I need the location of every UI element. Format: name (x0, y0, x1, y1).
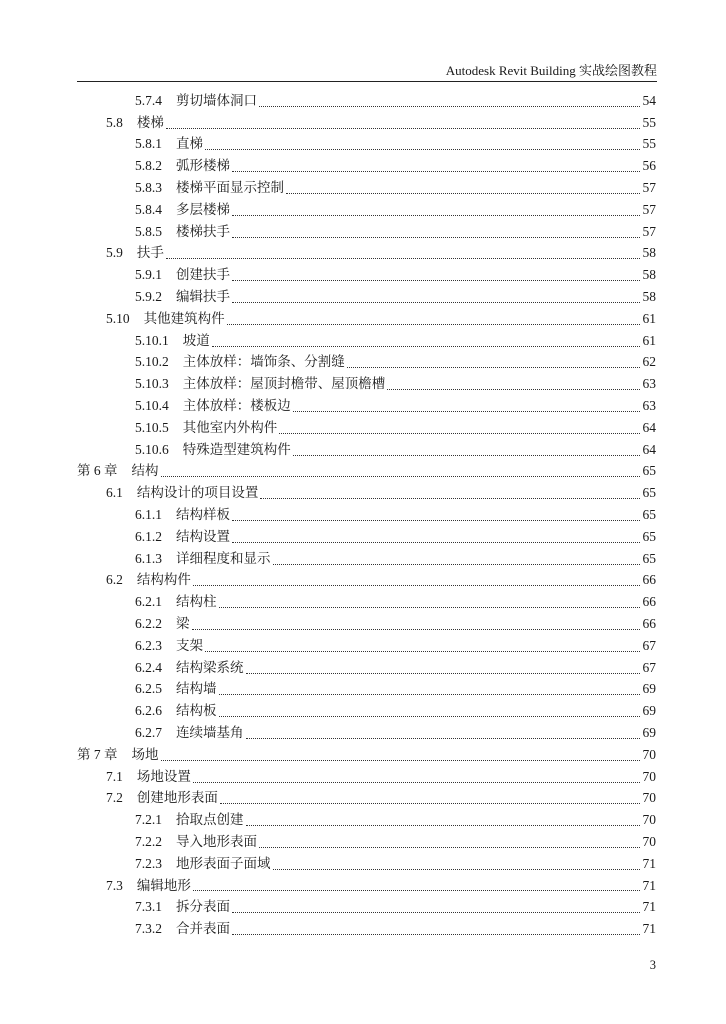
toc-entry (0, 461, 656, 483)
toc-entry-page: 65 (642, 507, 656, 523)
toc-entry-title: 剪切墙体洞口 (176, 92, 257, 108)
toc-entry-title: 地形表面子面域 (176, 855, 271, 871)
toc-dot-leader (293, 454, 640, 456)
toc-entry (0, 243, 656, 265)
toc-entry-page: 54 (642, 92, 656, 108)
toc-entry-number: 5.10.4 (135, 398, 169, 414)
toc-dot-leader (293, 410, 640, 412)
toc-entry-number: 6.2.7 (135, 725, 162, 740)
toc-entry-number: 5.8.1 (135, 136, 162, 152)
toc-dot-leader (193, 889, 640, 891)
toc-entry-page: 55 (642, 136, 656, 152)
toc-entry-page: 55 (642, 114, 656, 130)
toc-entry (0, 504, 656, 526)
toc-entry-title: 弧形楼梯 (176, 158, 230, 174)
toc-entry-number: 第 7 章 (77, 746, 118, 762)
toc-dot-leader (205, 650, 640, 652)
toc-entry-number: 5.9.1 (135, 267, 162, 283)
toc-entry-page: 65 (642, 485, 656, 501)
toc-entry-page: 63 (642, 376, 656, 392)
toc-entry (0, 286, 656, 308)
toc-entry-number: 6.1 (106, 485, 123, 501)
toc-dot-leader (286, 192, 640, 194)
toc-entry-page: 66 (642, 616, 656, 632)
toc-entry (0, 635, 656, 657)
toc-entry (0, 875, 656, 897)
toc-dot-leader (279, 432, 639, 434)
toc-entry (0, 679, 656, 701)
toc-entry (0, 700, 656, 722)
toc-dot-leader (246, 672, 640, 674)
toc-entry-number: 6.2 (106, 572, 123, 588)
toc-dot-leader (347, 366, 640, 368)
toc-dot-leader (232, 279, 640, 281)
toc-entry (0, 264, 656, 286)
toc-entry-number: 5.9.2 (135, 289, 162, 305)
toc-entry-title: 主体放样：屋顶封檐带、屋顶檐槽 (182, 376, 386, 392)
toc-dot-leader (232, 170, 640, 172)
toc-entry-number: 6.1.3 (135, 550, 162, 566)
toc-entry-title: 多层楼梯 (176, 201, 230, 217)
toc-entry (0, 199, 656, 221)
toc-dot-leader (232, 519, 640, 521)
page-number: 3 (649, 958, 656, 972)
toc-entry (0, 809, 656, 831)
toc-entry-page: 58 (642, 289, 656, 305)
toc-dot-leader (166, 127, 640, 129)
toc-entry (0, 744, 656, 766)
toc-entry-title: 结构板 (176, 703, 217, 719)
toc-entry-number: 7.3.1 (135, 899, 162, 915)
toc-entry-page: 65 (642, 463, 656, 479)
toc-entry-page: 62 (642, 354, 656, 370)
toc-entry-title: 结构构件 (136, 572, 191, 588)
toc-entry (0, 918, 656, 940)
toc-entry (0, 831, 656, 853)
toc-entry (0, 657, 656, 679)
table-of-contents (0, 90, 726, 940)
toc-entry (0, 853, 656, 875)
toc-entry-page: 57 (642, 223, 656, 239)
toc-entry-title: 结构设计的项目设置 (136, 485, 259, 501)
toc-entry (0, 439, 656, 461)
toc-entry-number: 5.10.2 (135, 354, 169, 370)
toc-entry (0, 308, 656, 330)
running-header: Autodesk Revit Building 实战绘图教程 (445, 63, 657, 78)
toc-entry-number: 5.10.3 (135, 376, 169, 392)
toc-entry-number: 6.1.1 (135, 507, 162, 523)
toc-entry-page: 70 (642, 768, 656, 784)
toc-entry (0, 373, 656, 395)
toc-entry (0, 482, 656, 504)
toc-entry-title: 结构样板 (176, 507, 230, 523)
toc-entry-number: 6.2.3 (135, 637, 162, 653)
toc-dot-leader (232, 933, 640, 935)
toc-entry (0, 548, 656, 570)
toc-dot-leader (387, 388, 639, 390)
toc-dot-leader (193, 781, 640, 783)
toc-entry-title: 坡道 (182, 332, 210, 348)
toc-entry-page: 70 (642, 833, 656, 849)
toc-dot-leader (232, 236, 640, 238)
toc-entry (0, 221, 656, 243)
toc-entry-title: 结构梁系统 (176, 659, 244, 675)
toc-entry-title: 楼梯平面显示控制 (176, 180, 284, 196)
toc-dot-leader (193, 584, 640, 586)
toc-entry (0, 788, 656, 810)
toc-entry-number: 5.7.4 (135, 92, 162, 108)
toc-entry-number: 6.2.4 (135, 659, 162, 675)
toc-dot-leader (273, 868, 640, 870)
toc-entry-page: 64 (642, 419, 656, 435)
toc-entry-page: 70 (642, 746, 656, 762)
toc-entry-number: 5.9 (106, 245, 123, 261)
toc-entry-page: 71 (642, 899, 656, 915)
toc-dot-leader (273, 563, 640, 565)
toc-entry-title: 创建地形表面 (136, 790, 218, 806)
toc-dot-leader (232, 214, 640, 216)
toc-entry (0, 570, 656, 592)
toc-dot-leader (219, 715, 640, 717)
toc-entry-number: 7.2 (106, 790, 123, 806)
toc-entry (0, 766, 656, 788)
toc-entry-number: 6.1.2 (135, 528, 162, 544)
toc-dot-leader (220, 802, 640, 804)
toc-entry-page: 66 (642, 572, 656, 588)
toc-entry-page: 69 (642, 725, 656, 740)
toc-entry (0, 896, 656, 918)
toc-entry-page: 70 (642, 812, 656, 828)
toc-entry-number: 5.8.5 (135, 223, 162, 239)
toc-entry-title: 连续墙基角 (176, 725, 244, 740)
toc-entry-title: 创建扶手 (176, 267, 230, 283)
toc-entry-title: 合并表面 (176, 921, 230, 937)
toc-entry (0, 112, 656, 134)
toc-entry-title: 扶手 (136, 245, 164, 261)
toc-dot-leader (259, 846, 640, 848)
toc-entry-page: 61 (642, 310, 656, 326)
toc-entry-number: 5.8 (106, 114, 123, 130)
toc-entry-title: 结构柱 (176, 594, 217, 610)
toc-entry (0, 330, 656, 352)
toc-entry-page: 71 (642, 877, 656, 893)
toc-entry-page: 63 (642, 398, 656, 414)
toc-entry (0, 134, 656, 156)
toc-entry-page: 71 (642, 921, 656, 937)
toc-entry-title: 拾取点创建 (176, 812, 244, 828)
toc-entry-number: 5.10 (106, 310, 130, 326)
toc-entry-title: 场地设置 (136, 768, 191, 784)
toc-entry (0, 526, 656, 548)
toc-entry-page: 65 (642, 528, 656, 544)
toc-entry-title: 主体放样：楼板边 (182, 398, 291, 414)
toc-entry-title: 支架 (176, 637, 203, 653)
toc-entry-page: 69 (642, 703, 656, 719)
toc-entry-page: 56 (642, 158, 656, 174)
toc-entry-number: 5.8.4 (135, 201, 162, 217)
toc-entry-number: 7.2.2 (135, 833, 162, 849)
toc-entry-number: 5.10.6 (135, 441, 169, 457)
toc-dot-leader (205, 148, 640, 150)
toc-dot-leader (246, 824, 640, 826)
toc-entry (0, 417, 656, 439)
toc-entry-number: 第 6 章 (77, 463, 118, 479)
toc-entry-title: 其他建筑构件 (143, 310, 225, 326)
toc-entry-number: 5.8.3 (135, 180, 162, 196)
toc-entry-page: 71 (642, 855, 656, 871)
toc-entry-number: 7.1 (106, 768, 123, 784)
toc-entry-number: 5.8.2 (135, 158, 162, 174)
toc-entry-page: 64 (642, 441, 656, 457)
toc-entry-title: 特殊造型建筑构件 (182, 441, 291, 457)
toc-entry (0, 591, 656, 613)
toc-entry-page: 65 (642, 550, 656, 566)
toc-dot-leader (232, 541, 640, 543)
toc-entry-page: 61 (642, 332, 656, 348)
toc-dot-leader (232, 301, 640, 303)
toc-entry-number: 7.3 (106, 877, 123, 893)
toc-dot-leader (161, 475, 640, 477)
toc-entry-title: 结构 (131, 463, 159, 479)
toc-entry-page: 69 (642, 681, 656, 697)
toc-dot-leader (161, 759, 640, 761)
toc-entry-number: 5.10.5 (135, 419, 169, 435)
toc-entry-title: 主体放样：墙饰条、分割缝 (182, 354, 345, 370)
toc-entry-title: 梁 (176, 616, 190, 632)
toc-entry-number: 5.10.1 (135, 332, 169, 348)
toc-entry-title: 结构墙 (176, 681, 217, 697)
toc-entry-title: 楼梯 (136, 114, 164, 130)
toc-entry (0, 90, 656, 112)
toc-entry-title: 结构设置 (176, 528, 230, 544)
toc-dot-leader (232, 911, 640, 913)
toc-dot-leader (246, 737, 640, 739)
toc-entry (0, 722, 656, 744)
toc-dot-leader (212, 345, 640, 347)
toc-dot-leader (219, 693, 640, 695)
toc-entry-number: 6.2.5 (135, 681, 162, 697)
toc-dot-leader (192, 628, 640, 630)
toc-entry-title: 场地 (131, 746, 159, 762)
toc-entry-page: 67 (642, 637, 656, 653)
toc-entry-title: 详细程度和显示 (176, 550, 271, 566)
toc-entry-number: 7.3.2 (135, 921, 162, 937)
toc-entry-title: 直梯 (176, 136, 203, 152)
toc-entry (0, 177, 656, 199)
toc-entry-number: 6.2.6 (135, 703, 162, 719)
toc-entry-title: 其他室内外构件 (182, 419, 278, 435)
toc-entry-page: 67 (642, 659, 656, 675)
toc-entry-page: 57 (642, 201, 656, 217)
toc-entry-number: 7.2.3 (135, 855, 162, 871)
toc-dot-leader (259, 105, 640, 107)
toc-entry-page: 70 (642, 790, 656, 806)
toc-dot-leader (260, 497, 639, 499)
toc-dot-leader (219, 606, 640, 608)
toc-entry (0, 395, 656, 417)
toc-entry-page: 66 (642, 594, 656, 610)
toc-entry-title: 导入地形表面 (176, 833, 257, 849)
toc-entry-page: 57 (642, 180, 656, 196)
toc-entry (0, 155, 656, 177)
toc-entry-number: 6.2.1 (135, 594, 162, 610)
toc-entry-title: 楼梯扶手 (176, 223, 230, 239)
toc-entry-number: 6.2.2 (135, 616, 162, 632)
toc-entry-title: 编辑地形 (136, 877, 191, 893)
toc-entry-number: 7.2.1 (135, 812, 162, 828)
toc-entry-page: 58 (642, 245, 656, 261)
toc-entry-title: 编辑扶手 (176, 289, 230, 305)
toc-dot-leader (166, 257, 640, 259)
header-rule (77, 81, 657, 82)
toc-entry (0, 613, 656, 635)
toc-entry-title: 拆分表面 (176, 899, 230, 915)
toc-entry (0, 352, 656, 374)
toc-entry-page: 58 (642, 267, 656, 283)
toc-dot-leader (227, 323, 640, 325)
